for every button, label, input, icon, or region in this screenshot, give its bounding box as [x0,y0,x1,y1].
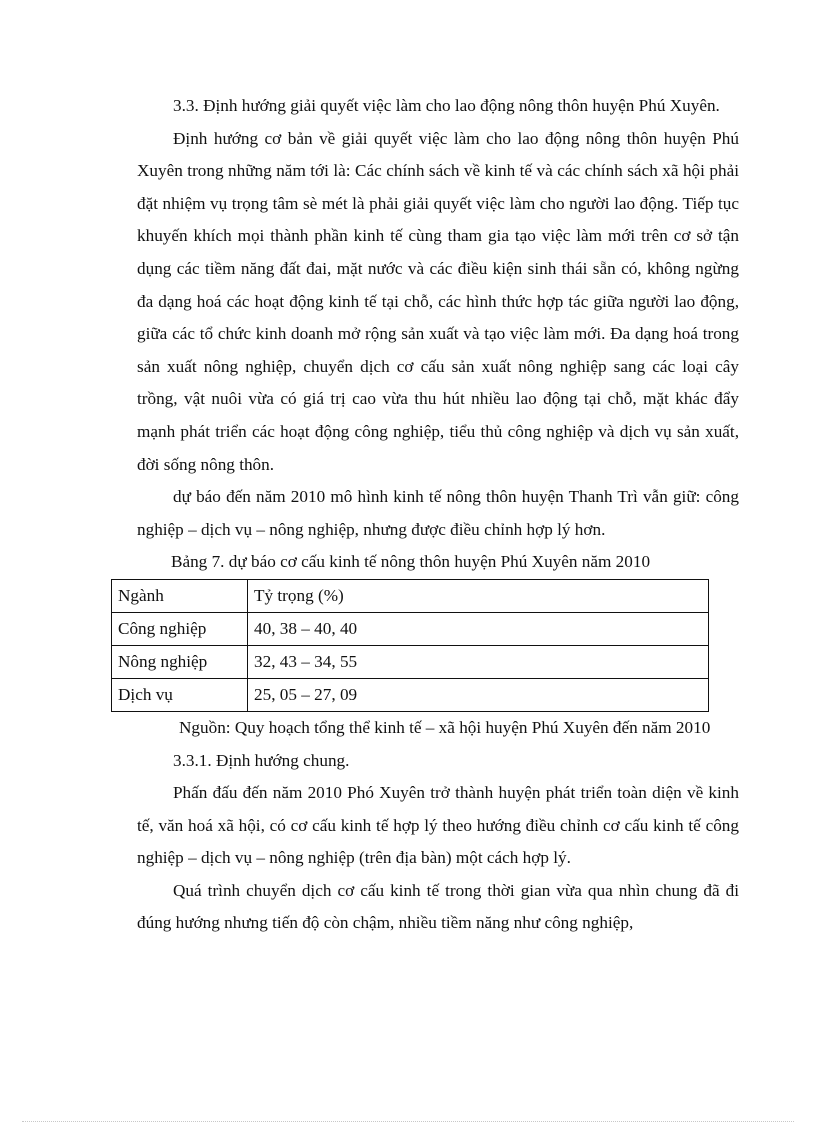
table-header-cell: Ngành [112,579,248,612]
table-row [112,612,709,645]
table-cell: Công nghiệp [112,612,248,645]
subsection-heading: 3.3.1. Định hướng chung. [173,750,350,770]
table-cell: Dịch vụ [112,678,248,711]
document-page [118,90,739,940]
table-source: Nguồn: Quy hoạch tổng thể kinh tế – xã hội huyện Phú Xuyên đến năm 2010 [179,717,711,737]
table-header-cell: Tỷ trọng (%) [248,579,709,612]
table-cell: 25, 05 – 27, 09 [248,678,709,711]
table-caption: Bảng 7. dự báo cơ cấu kinh tế nông thôn huyện Phú Xuyên năm 2010 [171,552,651,572]
paragraph-transition: Quá trình chuyển dịch cơ cấu kinh tế trong thời gian vừa qua nhìn chung đã đi đúng hướng nhưng tiến độ còn chậm, nhiều tiềm năng như công nghiệp, [137,880,739,933]
paragraph-orientation: Định hướng cơ bản về giải quyết việc làm cho lao động nông thôn huyện Phú Xuyên trong những năm tới là: Các chính sách về kinh tế và các chính sách xã hội phải đặt nhiệm vụ trọng tâm sè mét là phải giải quyết việc làm cho người lao động. Tiếp tục khuyến khích mọi thành phần kinh tế cùng tham gia tạo việc làm mới trên cơ sở tận dụng các tiềm năng đất đai, mặt nước và các điều kiện sinh thái sẵn có, không ngừng đa dạng hoá các hoạt động kinh tế tại chỗ, các hình thức hợp tác giữa người lao động, giữa các tổ chức kinh doanh mở rộng sản xuất và tạo việc làm mới. Đa dạng hoá trong sản xuất nông nghiệp, chuyển dịch cơ cấu sản xuất nông nghiệp sang các loại cây trồng, vật nuôi vừa có giá trị cao vừa thu hút nhiều lao động tại chỗ, mặt khác đẩy mạnh phát triển các hoạt động công nghiệp, tiểu thủ công nghiệp và dịch vụ sản xuất, đời sống nông thôn. [137,128,739,474]
table-cell: 40, 38 – 40, 40 [248,612,709,645]
table-cell: 32, 43 – 34, 55 [248,645,709,678]
page-bottom-divider [22,1121,794,1122]
table-row [112,645,709,678]
table-cell: Nông nghiệp [112,645,248,678]
paragraph-general-direction: Phấn đấu đến năm 2010 Phó Xuyên trở thành huyện phát triển toàn diện về kinh tế, văn hoá xã hội, có cơ cấu kinh tế hợp lý theo hướng điều chỉnh cơ cấu kinh tế công nghiệp – dịch vụ – nông nghiệp (trên địa bàn) một cách hợp lý. [137,783,739,868]
table-row [112,678,709,711]
section-heading: 3.3. Định hướng giải quyết việc làm cho lao động nông thôn huyện Phú Xuyên. [173,96,720,115]
paragraph-forecast: dự báo đến năm 2010 mô hình kinh tế nông thôn huyện Thanh Trì vẫn giữ: công nghiệp – dịch vụ – nông nghiệp, nhưng được điều chỉnh hợp lý hơn. [137,487,739,539]
structure-table [111,579,709,712]
table-header-row [112,579,709,612]
